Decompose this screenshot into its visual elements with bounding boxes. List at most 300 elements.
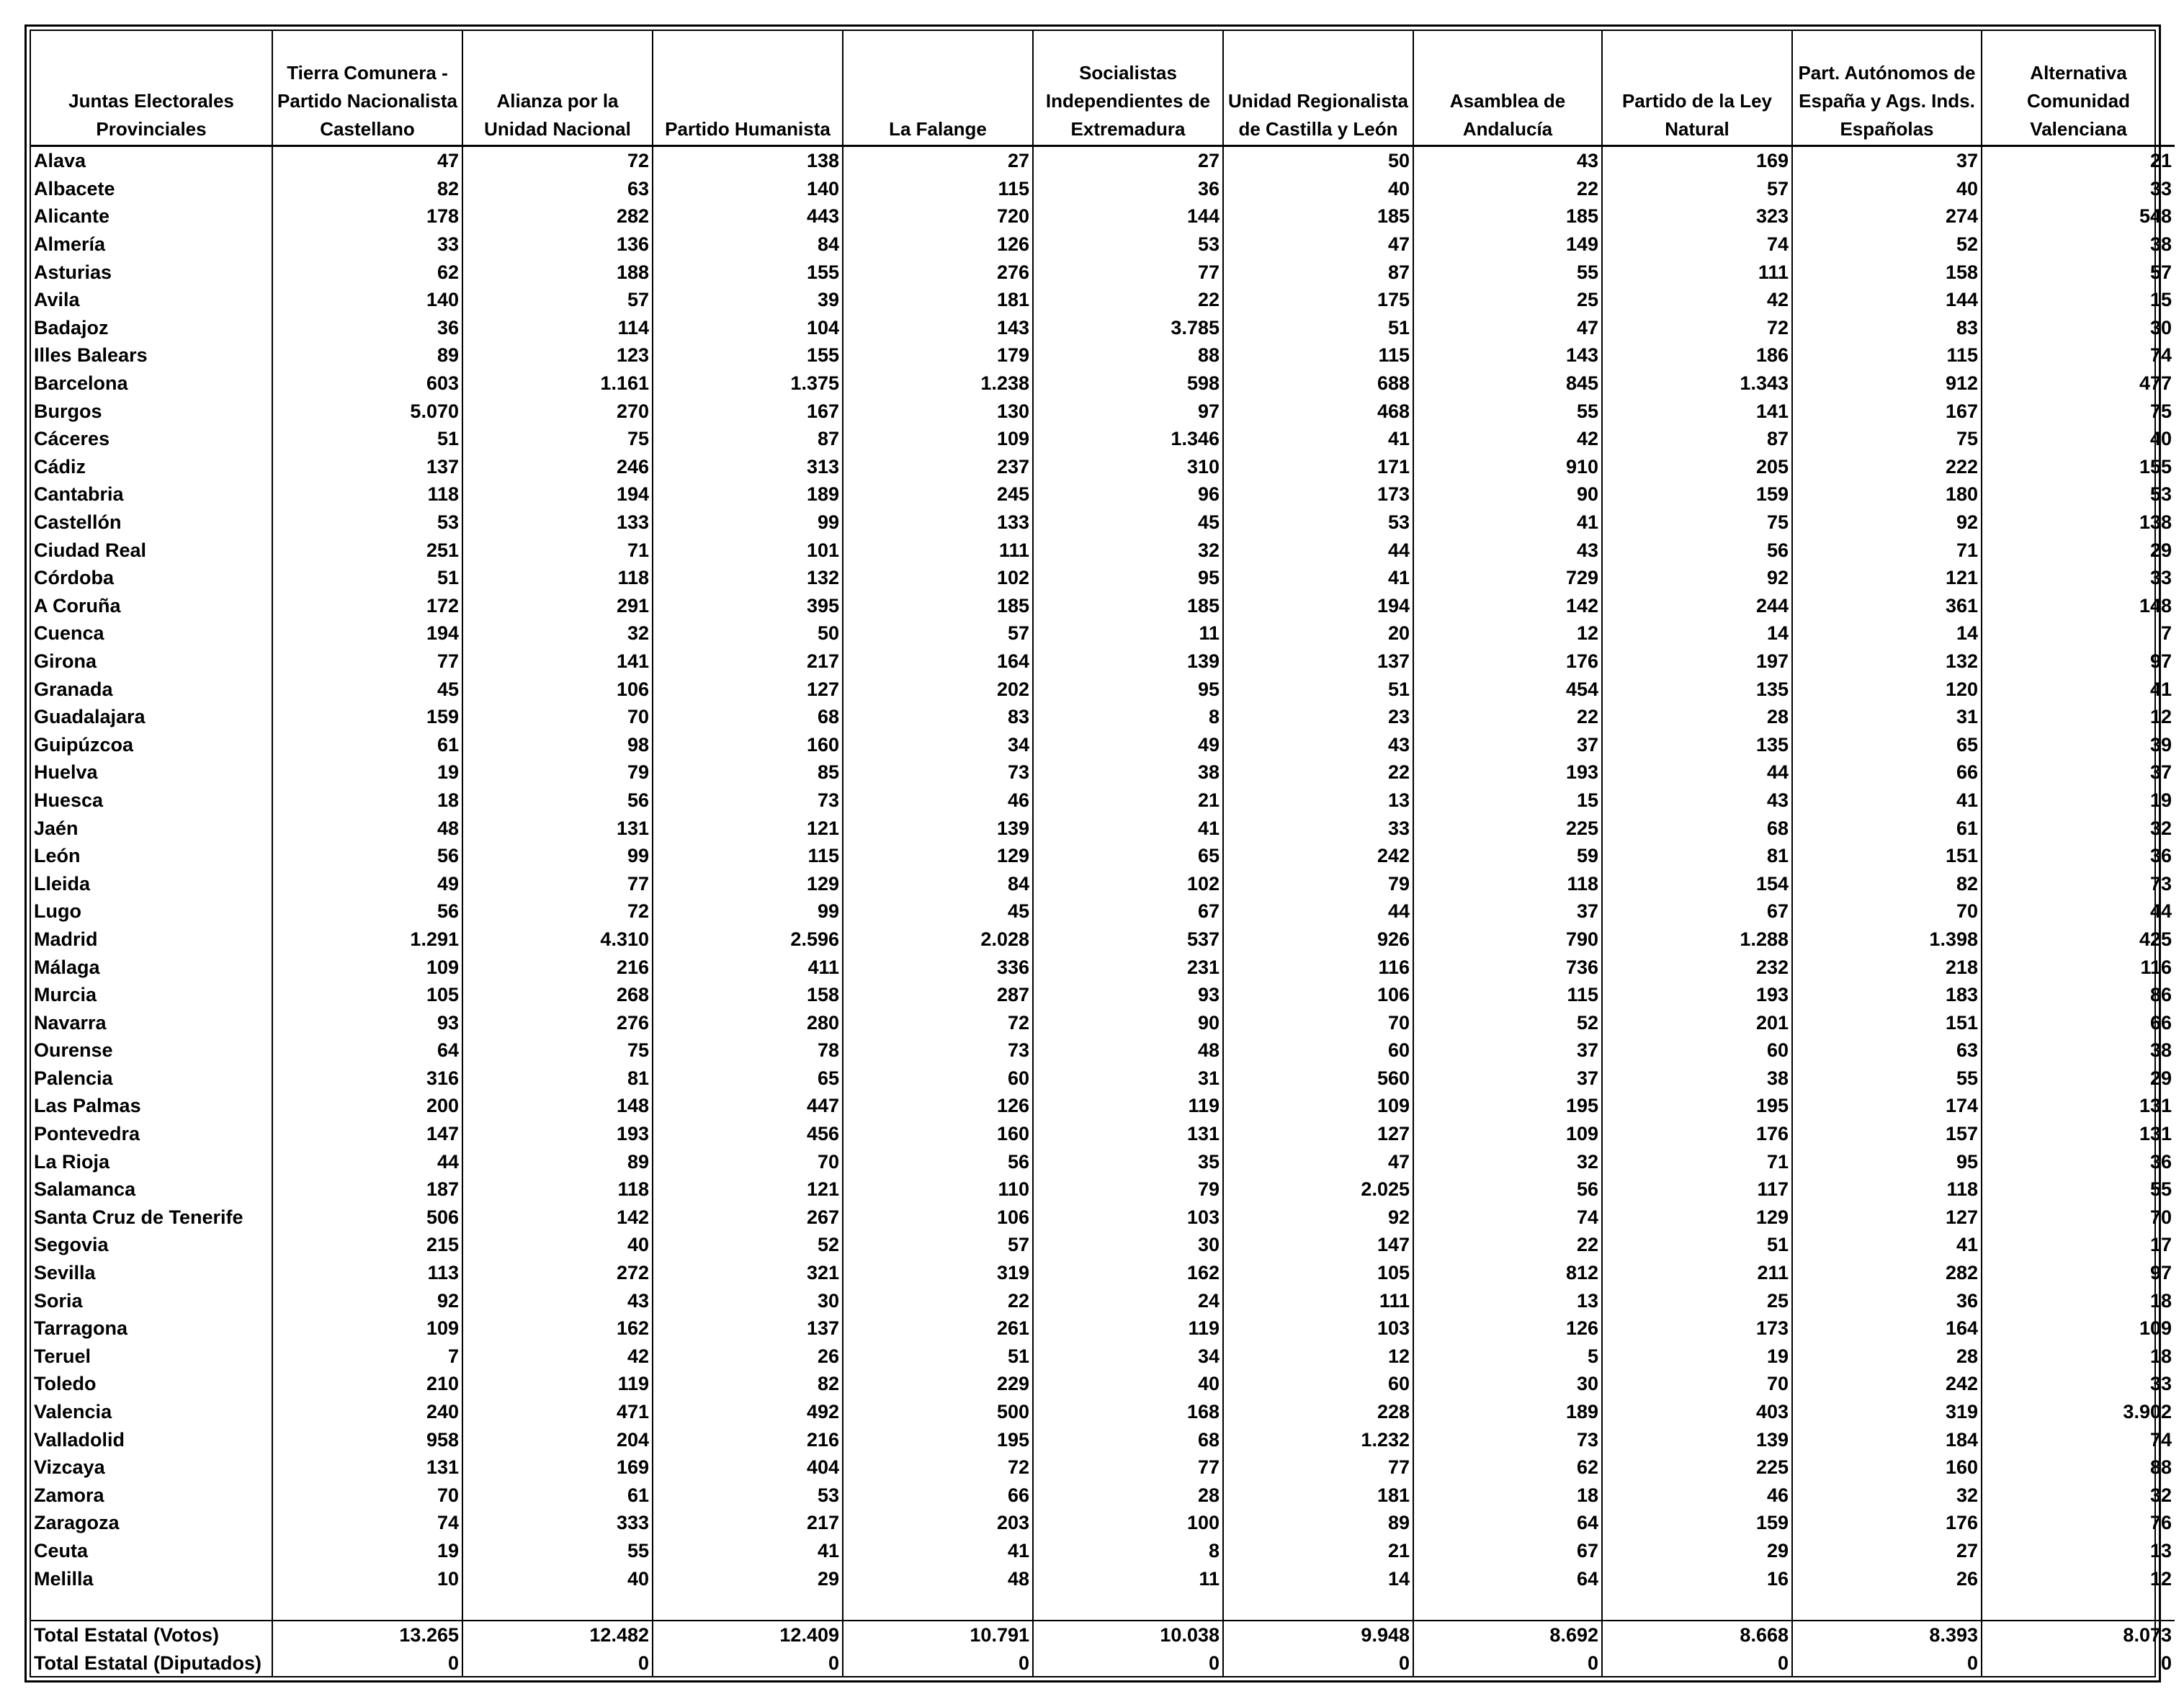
- province-name-cell: Valladolid: [34, 1428, 125, 1451]
- vote-count-cell: 64: [272, 1036, 462, 1065]
- vote-count-cell: 37: [1982, 758, 2175, 787]
- vote-count-cell: 70: [1223, 1008, 1413, 1036]
- vote-count-cell: 38: [1602, 1065, 1792, 1093]
- table-row: [31, 814, 2175, 842]
- vote-count-cell: 55: [462, 1537, 653, 1565]
- total-value-cell: 8.668: [1602, 1621, 1792, 1649]
- total-value-cell: 0: [1792, 1649, 1982, 1677]
- vote-count-cell: 43: [1413, 536, 1602, 564]
- vote-count-cell: 203: [843, 1509, 1033, 1537]
- vote-count-cell: 174: [1792, 1092, 1982, 1120]
- vote-count-cell: 92: [1602, 564, 1792, 592]
- vote-count-cell: 89: [462, 1147, 653, 1175]
- vote-count-cell: 139: [1033, 648, 1223, 676]
- vote-count-cell: 28: [1033, 1482, 1223, 1510]
- vote-count-cell: 205: [1602, 453, 1792, 481]
- vote-count-cell: 111: [1223, 1286, 1413, 1314]
- vote-count-cell: 333: [462, 1509, 653, 1537]
- province-name-cell: Vizcaya: [34, 1456, 105, 1479]
- vote-count-cell: 845: [1413, 369, 1602, 398]
- vote-count-cell: 222: [1792, 453, 1982, 481]
- vote-count-cell: 62: [272, 258, 462, 286]
- table-row: [31, 758, 2175, 787]
- table-row: [31, 1314, 2175, 1343]
- vote-count-cell: 131: [272, 1453, 462, 1482]
- vote-count-cell: 193: [1602, 981, 1792, 1009]
- vote-count-cell: 160: [1792, 1453, 1982, 1482]
- table-row: [31, 953, 2175, 981]
- column-header-party: Asamblea de Andalucía: [1413, 31, 1602, 146]
- province-name-cell: Santa Cruz de Tenerife: [34, 1206, 243, 1228]
- vote-count-cell: 62: [1413, 1453, 1602, 1482]
- table-row: [31, 341, 2175, 369]
- vote-count-cell: 138: [1982, 508, 2175, 537]
- vote-count-cell: 55: [1982, 1175, 2175, 1204]
- vote-count-cell: 109: [1223, 1092, 1413, 1120]
- vote-count-cell: 27: [1792, 1537, 1982, 1565]
- vote-count-cell: 129: [1602, 1204, 1792, 1232]
- vote-count-cell: 179: [843, 341, 1033, 369]
- vote-count-cell: 38: [1033, 758, 1223, 787]
- vote-count-cell: 157: [1792, 1120, 1982, 1148]
- vote-count-cell: 185: [1413, 202, 1602, 230]
- vote-count-cell: 131: [462, 814, 653, 842]
- vote-count-cell: 159: [1602, 480, 1792, 508]
- vote-count-cell: 244: [1602, 592, 1792, 620]
- empty-cell: [31, 1592, 272, 1621]
- vote-count-cell: 195: [1602, 1092, 1792, 1120]
- vote-count-cell: 102: [843, 564, 1033, 592]
- vote-count-cell: 147: [1223, 1231, 1413, 1259]
- vote-count-cell: 276: [843, 258, 1033, 286]
- vote-count-cell: 74: [1602, 230, 1792, 259]
- vote-count-cell: 97: [1982, 648, 2175, 676]
- vote-count-cell: 912: [1792, 369, 1982, 398]
- vote-count-cell: 22: [1413, 703, 1602, 731]
- vote-count-cell: 204: [462, 1425, 653, 1453]
- vote-count-cell: 53: [1982, 480, 2175, 508]
- vote-count-cell: 185: [843, 592, 1033, 620]
- table-row: [31, 1092, 2175, 1120]
- vote-count-cell: 61: [462, 1482, 653, 1510]
- vote-count-cell: 44: [1223, 897, 1413, 926]
- vote-count-cell: 53: [1033, 230, 1223, 259]
- vote-count-cell: 41: [1792, 1231, 1982, 1259]
- vote-count-cell: 47: [1413, 314, 1602, 342]
- vote-count-cell: 272: [462, 1259, 653, 1287]
- vote-count-cell: 31: [1792, 703, 1982, 731]
- vote-count-cell: 83: [843, 703, 1033, 731]
- vote-count-cell: 27: [1033, 146, 1223, 175]
- vote-count-cell: 185: [1033, 592, 1223, 620]
- vote-count-cell: 24: [1033, 1286, 1223, 1314]
- vote-count-cell: 95: [1033, 564, 1223, 592]
- vote-count-cell: 151: [1792, 842, 1982, 870]
- vote-count-cell: 168: [1033, 1398, 1223, 1426]
- vote-count-cell: 113: [272, 1259, 462, 1287]
- vote-count-cell: 1.161: [462, 369, 653, 398]
- vote-count-cell: 47: [272, 146, 462, 175]
- table-row: [31, 869, 2175, 897]
- vote-count-cell: 210: [272, 1370, 462, 1398]
- vote-count-cell: 133: [462, 508, 653, 537]
- vote-count-cell: 118: [462, 564, 653, 592]
- table-row: [31, 703, 2175, 731]
- vote-count-cell: 84: [653, 230, 843, 259]
- total-value-cell: 8.073: [1982, 1621, 2175, 1649]
- vote-count-cell: 73: [1413, 1425, 1602, 1453]
- vote-count-cell: 46: [843, 787, 1033, 815]
- vote-count-cell: 130: [843, 397, 1033, 425]
- vote-count-cell: 194: [462, 480, 653, 508]
- vote-count-cell: 21: [1223, 1537, 1413, 1565]
- vote-count-cell: 123: [462, 341, 653, 369]
- vote-count-cell: 109: [272, 953, 462, 981]
- vote-count-cell: 217: [653, 1509, 843, 1537]
- vote-count-cell: 84: [843, 869, 1033, 897]
- header-row: [31, 31, 2175, 146]
- table-row: [31, 1259, 2175, 1287]
- vote-count-cell: 19: [1982, 787, 2175, 815]
- province-name-cell: Cádiz: [34, 455, 86, 478]
- table-row: [31, 1370, 2175, 1398]
- vote-count-cell: 131: [1982, 1092, 2175, 1120]
- vote-count-cell: 132: [653, 564, 843, 592]
- vote-count-cell: 115: [1413, 981, 1602, 1009]
- vote-count-cell: 81: [1602, 842, 1792, 870]
- province-name-cell: Ceuta: [34, 1539, 89, 1562]
- vote-count-cell: 44: [272, 1147, 462, 1175]
- vote-count-cell: 280: [653, 1008, 843, 1036]
- vote-count-cell: 41: [1033, 814, 1223, 842]
- province-name-cell: Albacete: [34, 177, 115, 200]
- vote-count-cell: 79: [1223, 869, 1413, 897]
- empty-cell: [1413, 1592, 1602, 1621]
- vote-count-cell: 49: [272, 869, 462, 897]
- vote-count-cell: 86: [1982, 981, 2175, 1009]
- vote-count-cell: 13: [1223, 787, 1413, 815]
- vote-count-cell: 82: [272, 175, 462, 203]
- vote-count-cell: 131: [1033, 1120, 1223, 1148]
- vote-count-cell: 64: [1413, 1509, 1602, 1537]
- vote-count-cell: 188: [462, 258, 653, 286]
- vote-count-cell: 75: [1602, 508, 1792, 537]
- vote-count-cell: 18: [1413, 1482, 1602, 1510]
- vote-count-cell: 44: [1602, 758, 1792, 787]
- vote-count-cell: 36: [1792, 1286, 1982, 1314]
- vote-count-cell: 194: [1223, 592, 1413, 620]
- vote-count-cell: 41: [1413, 508, 1602, 537]
- vote-count-cell: 37: [1413, 730, 1602, 758]
- vote-count-cell: 926: [1223, 926, 1413, 954]
- vote-count-cell: 40: [1982, 425, 2175, 453]
- vote-count-cell: 72: [1602, 314, 1792, 342]
- vote-count-cell: 115: [653, 842, 843, 870]
- province-name-cell: Huelva: [34, 761, 98, 784]
- vote-count-cell: 65: [1792, 730, 1982, 758]
- vote-count-cell: 67: [1602, 897, 1792, 926]
- total-value-cell: 13.265: [272, 1621, 462, 1649]
- table-row: [31, 536, 2175, 564]
- vote-count-cell: 41: [653, 1537, 843, 1565]
- vote-count-cell: 151: [1792, 1008, 1982, 1036]
- vote-count-cell: 37: [1413, 1036, 1602, 1065]
- vote-count-cell: 282: [462, 202, 653, 230]
- province-name-cell: Tarragona: [34, 1317, 128, 1340]
- vote-count-cell: 29: [1982, 1065, 2175, 1093]
- vote-count-cell: 242: [1792, 1370, 1982, 1398]
- vote-count-cell: 55: [1413, 397, 1602, 425]
- vote-count-cell: 447: [653, 1092, 843, 1120]
- total-value-cell: 0: [462, 1649, 653, 1677]
- province-name-cell: Pontevedra: [34, 1123, 140, 1145]
- vote-count-cell: 35: [1033, 1147, 1223, 1175]
- vote-count-cell: 66: [1792, 758, 1982, 787]
- vote-count-cell: 92: [1792, 508, 1982, 537]
- vote-count-cell: 68: [1033, 1425, 1223, 1453]
- table-row: [31, 175, 2175, 203]
- province-name-cell: Melilla: [34, 1567, 94, 1590]
- vote-count-cell: 181: [1223, 1482, 1413, 1510]
- vote-count-cell: 30: [1413, 1370, 1602, 1398]
- vote-count-cell: 142: [462, 1204, 653, 1232]
- column-header-party: Unidad Regionalista de Castilla y León: [1223, 31, 1413, 146]
- vote-count-cell: 8: [1033, 703, 1223, 731]
- total-value-cell: 9.948: [1223, 1621, 1413, 1649]
- vote-count-cell: 57: [843, 619, 1033, 648]
- table-row: [31, 675, 2175, 703]
- table-row: [31, 1147, 2175, 1175]
- vote-count-cell: 148: [462, 1092, 653, 1120]
- vote-count-cell: 71: [1792, 536, 1982, 564]
- province-name-cell: Guadalajara: [34, 706, 146, 728]
- vote-count-cell: 119: [462, 1370, 653, 1398]
- table-row: [31, 1482, 2175, 1510]
- vote-count-cell: 121: [653, 1175, 843, 1204]
- vote-count-cell: 77: [272, 648, 462, 676]
- vote-count-cell: 1.238: [843, 369, 1033, 398]
- vote-count-cell: 11: [1033, 619, 1223, 648]
- vote-count-cell: 56: [272, 897, 462, 926]
- province-name-cell: Madrid: [34, 928, 98, 950]
- vote-count-cell: 164: [843, 648, 1033, 676]
- vote-count-cell: 55: [1792, 1065, 1982, 1093]
- total-votes-row: [31, 1621, 2175, 1649]
- vote-count-cell: 48: [843, 1564, 1033, 1592]
- vote-count-cell: 729: [1413, 564, 1602, 592]
- province-name-cell: Lugo: [34, 900, 81, 923]
- vote-count-cell: 181: [843, 286, 1033, 314]
- vote-count-cell: 127: [1792, 1204, 1982, 1232]
- province-name-cell: Ciudad Real: [34, 539, 147, 561]
- vote-count-cell: 57: [1982, 258, 2175, 286]
- table-row: [31, 842, 2175, 870]
- column-header-party: La Falange: [843, 31, 1033, 146]
- vote-count-cell: 33: [1982, 1370, 2175, 1398]
- vote-count-cell: 167: [1792, 397, 1982, 425]
- vote-count-cell: 242: [1223, 842, 1413, 870]
- vote-count-cell: 33: [1982, 564, 2175, 592]
- vote-count-cell: 3.902: [1982, 1398, 2175, 1426]
- vote-count-cell: 52: [1413, 1008, 1602, 1036]
- vote-count-cell: 118: [1792, 1175, 1982, 1204]
- vote-count-cell: 67: [1033, 897, 1223, 926]
- vote-count-cell: 139: [843, 814, 1033, 842]
- vote-count-cell: 57: [462, 286, 653, 314]
- vote-count-cell: 92: [1223, 1204, 1413, 1232]
- vote-count-cell: 110: [843, 1175, 1033, 1204]
- vote-count-cell: 70: [1602, 1370, 1792, 1398]
- column-header-province: Juntas Electorales Provinciales: [31, 31, 272, 146]
- vote-count-cell: 29: [653, 1564, 843, 1592]
- province-name-cell: Zamora: [34, 1484, 104, 1506]
- vote-count-cell: 32: [1033, 536, 1223, 564]
- vote-count-cell: 30: [653, 1286, 843, 1314]
- table-row: [31, 1008, 2175, 1036]
- vote-count-cell: 111: [1602, 258, 1792, 286]
- table-row: [31, 1509, 2175, 1537]
- vote-count-cell: 70: [462, 703, 653, 731]
- vote-count-cell: 10: [272, 1564, 462, 1592]
- vote-count-cell: 50: [653, 619, 843, 648]
- vote-count-cell: 137: [272, 453, 462, 481]
- empty-cell: [272, 1592, 462, 1621]
- vote-count-cell: 71: [462, 536, 653, 564]
- province-name-cell: Alava: [34, 150, 86, 172]
- table-row: [31, 202, 2175, 230]
- vote-count-cell: 129: [843, 842, 1033, 870]
- vote-count-cell: 225: [1413, 814, 1602, 842]
- table-row: [31, 730, 2175, 758]
- table-row: [31, 592, 2175, 620]
- vote-count-cell: 477: [1982, 369, 2175, 398]
- total-label-cell: Total Estatal (Votos): [31, 1621, 272, 1649]
- vote-count-cell: 118: [272, 480, 462, 508]
- vote-count-cell: 193: [1413, 758, 1602, 787]
- vote-count-cell: 103: [1033, 1204, 1223, 1232]
- vote-count-cell: 43: [462, 1286, 653, 1314]
- vote-count-cell: 404: [653, 1453, 843, 1482]
- province-name-cell: Las Palmas: [34, 1095, 141, 1117]
- vote-count-cell: 22: [1413, 1231, 1602, 1259]
- vote-count-cell: 162: [462, 1314, 653, 1343]
- vote-count-cell: 282: [1792, 1259, 1982, 1287]
- vote-count-cell: 99: [653, 897, 843, 926]
- vote-count-cell: 1.343: [1602, 369, 1792, 398]
- province-name-cell: León: [34, 845, 81, 867]
- vote-count-cell: 99: [653, 508, 843, 537]
- vote-count-cell: 12: [1223, 1343, 1413, 1371]
- vote-count-cell: 136: [462, 230, 653, 259]
- total-value-cell: 0: [1033, 1649, 1223, 1677]
- vote-count-cell: 18: [272, 787, 462, 815]
- vote-count-cell: 82: [1792, 869, 1982, 897]
- total-value-cell: 0: [1982, 1649, 2175, 1677]
- vote-count-cell: 75: [1982, 397, 2175, 425]
- table-row: [31, 397, 2175, 425]
- vote-count-cell: 73: [843, 758, 1033, 787]
- vote-count-cell: 72: [462, 146, 653, 175]
- vote-count-cell: 2.596: [653, 926, 843, 954]
- vote-count-cell: 39: [1982, 730, 2175, 758]
- vote-count-cell: 31: [1033, 1065, 1223, 1093]
- vote-count-cell: 81: [462, 1065, 653, 1093]
- vote-count-cell: 97: [1033, 397, 1223, 425]
- vote-count-cell: 232: [1602, 953, 1792, 981]
- table-row: [31, 1425, 2175, 1453]
- vote-count-cell: 36: [1982, 842, 2175, 870]
- vote-count-cell: 22: [1223, 758, 1413, 787]
- table-row: [31, 230, 2175, 259]
- vote-count-cell: 38: [1982, 230, 2175, 259]
- total-value-cell: 0: [1413, 1649, 1602, 1677]
- vote-count-cell: 32: [1413, 1147, 1602, 1175]
- vote-count-cell: 51: [843, 1343, 1033, 1371]
- vote-count-cell: 270: [462, 397, 653, 425]
- vote-count-cell: 34: [843, 730, 1033, 758]
- vote-count-cell: 99: [462, 842, 653, 870]
- total-value-cell: 0: [1223, 1649, 1413, 1677]
- vote-count-cell: 147: [272, 1120, 462, 1148]
- vote-count-cell: 159: [272, 703, 462, 731]
- vote-count-cell: 1.398: [1792, 926, 1982, 954]
- vote-count-cell: 169: [1602, 146, 1792, 175]
- vote-count-cell: 46: [1602, 1482, 1792, 1510]
- table-body: [31, 146, 2175, 1677]
- vote-count-cell: 52: [653, 1231, 843, 1259]
- vote-count-cell: 102: [1033, 869, 1223, 897]
- vote-count-cell: 111: [843, 536, 1033, 564]
- vote-count-cell: 180: [1792, 480, 1982, 508]
- province-name-cell: Castellón: [34, 511, 122, 534]
- vote-count-cell: 60: [843, 1065, 1033, 1093]
- vote-count-cell: 548: [1982, 202, 2175, 230]
- vote-count-cell: 28: [1602, 703, 1792, 731]
- vote-count-cell: 603: [272, 369, 462, 398]
- vote-count-cell: 104: [653, 314, 843, 342]
- vote-count-cell: 176: [1792, 1509, 1982, 1537]
- province-name-cell: Ourense: [34, 1039, 113, 1062]
- vote-count-cell: 90: [1413, 480, 1602, 508]
- province-name-cell: Soria: [34, 1289, 83, 1312]
- column-header-party: Socialistas Independientes de Extremadura: [1033, 31, 1223, 146]
- vote-count-cell: 261: [843, 1314, 1033, 1343]
- vote-count-cell: 88: [1033, 341, 1223, 369]
- vote-count-cell: 178: [272, 202, 462, 230]
- vote-count-cell: 56: [272, 842, 462, 870]
- vote-count-cell: 43: [1602, 787, 1792, 815]
- vote-count-cell: 237: [843, 453, 1033, 481]
- vote-count-cell: 72: [843, 1453, 1033, 1482]
- table-row: [31, 1175, 2175, 1204]
- province-name-cell: A Coruña: [34, 594, 121, 617]
- vote-count-cell: 39: [653, 286, 843, 314]
- vote-count-cell: 133: [843, 508, 1033, 537]
- vote-count-cell: 21: [1982, 146, 2175, 175]
- vote-count-cell: 60: [1223, 1036, 1413, 1065]
- vote-count-cell: 78: [653, 1036, 843, 1065]
- vote-count-cell: 117: [1602, 1175, 1792, 1204]
- province-name-cell: Málaga: [34, 956, 100, 978]
- vote-count-cell: 72: [462, 897, 653, 926]
- vote-count-cell: 215: [272, 1231, 462, 1259]
- vote-count-cell: 155: [653, 341, 843, 369]
- vote-count-cell: 14: [1602, 619, 1792, 648]
- vote-count-cell: 144: [1033, 202, 1223, 230]
- empty-cell: [1792, 1592, 1982, 1621]
- vote-count-cell: 172: [272, 592, 462, 620]
- vote-count-cell: 67: [1413, 1537, 1602, 1565]
